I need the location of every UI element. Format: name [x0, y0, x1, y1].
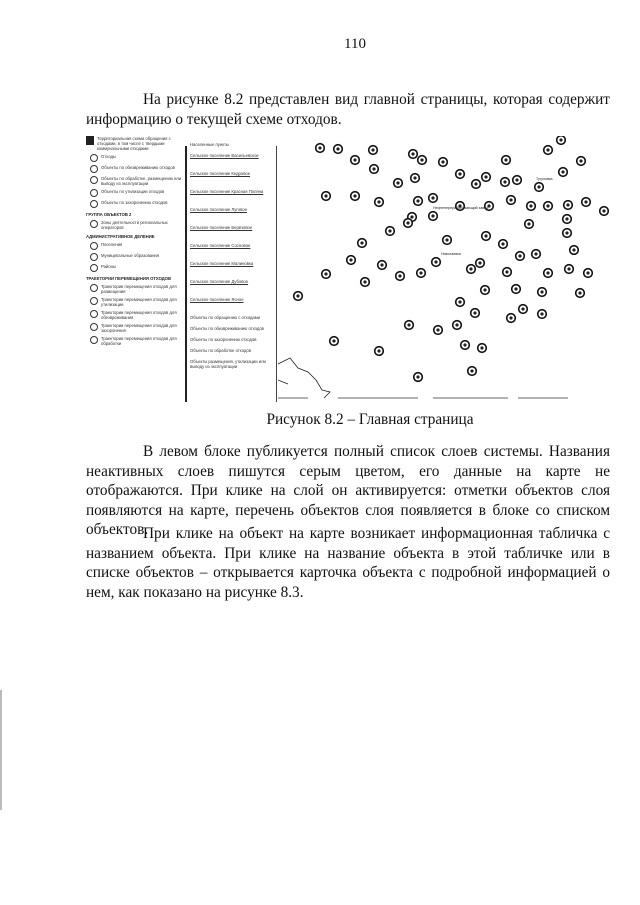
page-number: 110	[344, 36, 366, 52]
layer-item[interactable]	[90, 310, 182, 320]
map-object-marker[interactable]	[347, 256, 356, 265]
map-object-marker[interactable]	[316, 144, 325, 153]
map[interactable]	[278, 136, 622, 402]
map-object-marker[interactable]	[456, 170, 465, 179]
map-object-marker[interactable]	[409, 150, 418, 159]
layer-label: Объекты по обезвреживанию отходов	[101, 165, 175, 170]
map-object-marker[interactable]	[544, 146, 553, 155]
map-object-marker[interactable]	[461, 341, 470, 350]
map-object-marker[interactable]	[544, 269, 553, 278]
layer-item[interactable]	[90, 200, 182, 208]
divider	[276, 146, 277, 402]
layer-label: Траектории перемещения отходов для обработки	[101, 336, 177, 346]
layer-item[interactable]	[90, 189, 182, 197]
layer-item[interactable]	[90, 323, 182, 333]
layer-icon	[90, 323, 98, 331]
map-object-marker[interactable]	[405, 321, 414, 330]
map-object-marker[interactable]	[351, 156, 360, 165]
layer-label: Траектории перемещения отходов для утилизации	[101, 297, 177, 307]
objects-title: Объекты по обращению с отходами	[190, 315, 260, 320]
map-object-marker[interactable]	[443, 236, 452, 245]
map-object-marker[interactable]	[472, 180, 481, 189]
map-object-marker[interactable]	[411, 174, 420, 183]
panel-scrollbar[interactable]	[185, 146, 187, 402]
layer-icon	[90, 189, 98, 197]
layer-label: Объекты по захоронению отходов	[101, 200, 168, 205]
map-object-marker[interactable]	[375, 198, 384, 207]
panel-header	[86, 136, 182, 151]
settlement-link[interactable]: Сельское поселение Сосновое	[190, 243, 251, 248]
layer-label: Районы	[101, 264, 116, 269]
panel-title: Территориальная схема обращения с отходами, в том числе с твердыми коммунальными отходами	[97, 136, 171, 151]
map-object-marker[interactable]	[369, 146, 378, 155]
map-object-marker[interactable]	[294, 292, 303, 301]
map-object-marker[interactable]	[532, 250, 541, 259]
layer-item[interactable]	[90, 297, 182, 307]
layer-label: Зоны деятельности региональных операторов	[101, 220, 168, 230]
map-object-marker[interactable]	[396, 272, 405, 281]
intro-paragraph	[86, 90, 610, 129]
layer-icon	[90, 200, 98, 208]
layer-item[interactable]	[90, 165, 182, 173]
settlement-link[interactable]: Сельское поселение Кедровое	[190, 171, 251, 176]
map-object-marker[interactable]	[322, 192, 331, 201]
layer-icon	[90, 220, 98, 228]
object-category[interactable]: Объекты по захоронению отходов	[190, 337, 257, 342]
settlement-link[interactable]: Сельское поселение Луговое	[190, 207, 247, 212]
map-object-marker[interactable]	[378, 261, 387, 270]
map-object-marker[interactable]	[468, 367, 477, 376]
intro-text: На рисунке 8.2 представлен вид главной страницы, которая содержит информацию о текущей схеме отходов.	[86, 91, 610, 128]
map-object-marker[interactable]	[434, 326, 443, 335]
layer-icon	[90, 165, 98, 173]
settlement-link[interactable]: Сельское поселение Берёзовое	[190, 225, 253, 230]
map-object-marker[interactable]	[471, 309, 480, 318]
layer-item[interactable]	[90, 220, 182, 230]
layer-label: Объекты по обработке, размещению или выводу из эксплуатации	[101, 176, 182, 186]
object-category[interactable]: Объекты по обезвреживанию отходов	[190, 326, 264, 331]
map-object-marker[interactable]	[557, 136, 566, 144]
map-object-marker[interactable]	[584, 269, 593, 278]
map-object-marker[interactable]	[467, 265, 476, 274]
section-trajectories: ТРАЕКТОРИИ ПЕРЕМЕЩЕНИЯ ОТХОДОВ	[86, 276, 172, 281]
settlement-link[interactable]: Сельское поселение Малиновка	[190, 261, 254, 266]
figure-caption: Рисунок 8.2 – Главная страница	[266, 411, 474, 428]
map-object-marker[interactable]	[370, 165, 379, 174]
map-object-marker[interactable]	[432, 258, 441, 267]
objects-list-panel	[190, 142, 276, 375]
map-object-marker[interactable]	[394, 179, 403, 188]
map-object-marker[interactable]	[439, 158, 448, 167]
map-object-marker[interactable]	[503, 268, 512, 277]
scan-edge-mark	[0, 690, 2, 810]
map-object-marker[interactable]	[577, 157, 586, 166]
layer-item[interactable]	[90, 154, 182, 162]
map-object-marker[interactable]	[481, 286, 490, 295]
map-object-marker[interactable]	[564, 201, 573, 210]
map-object-marker[interactable]	[476, 259, 485, 268]
layer-item[interactable]	[90, 264, 182, 272]
map-object-marker[interactable]	[559, 168, 568, 177]
map-object-marker[interactable]	[361, 278, 370, 287]
map-object-marker[interactable]	[516, 252, 525, 261]
map-object-marker[interactable]	[482, 173, 491, 182]
layer-icon	[90, 297, 98, 305]
map-object-marker[interactable]	[563, 229, 572, 238]
layer-icon	[90, 336, 98, 344]
layers-panel	[86, 136, 182, 402]
map-object-marker[interactable]	[544, 202, 553, 211]
map-object-marker[interactable]	[538, 310, 547, 319]
layer-item[interactable]	[90, 176, 182, 186]
paragraph-text: В левом блоке публикуется полный список слоев системы. Названия неактивных слоев пишутся серым цветом, его данные на карте не отображаются. При клике на слой он активируется: отметки объектов слоя появляются на карте, перечень объектов слоя появляется в блоке со списком объектов.	[86, 443, 610, 538]
settlement-link[interactable]: Сельское поселение Красная Поляна	[190, 189, 264, 194]
layer-label: Муниципальные образования	[101, 253, 160, 258]
object-category[interactable]: Объекты размещения, утилизации или выводу из эксплуатации	[190, 359, 266, 369]
map-object-marker[interactable]	[507, 196, 516, 205]
layer-icon	[90, 242, 98, 250]
layer-label: Отходы	[101, 154, 116, 159]
layer-icon	[90, 154, 98, 162]
map-object-marker[interactable]	[351, 192, 360, 201]
map-object-marker[interactable]	[358, 239, 367, 248]
figure-main-page-screenshot	[86, 136, 622, 402]
map-object-marker[interactable]	[417, 269, 426, 278]
layer-item[interactable]	[90, 284, 182, 294]
map-object-marker[interactable]	[453, 321, 462, 330]
settlement-link[interactable]: Сельское поселение Васильевское	[190, 153, 259, 158]
layer-label: Поселения	[101, 242, 123, 247]
layer-icon	[90, 310, 98, 318]
map-object-marker[interactable]	[482, 232, 491, 241]
map-object-marker[interactable]	[570, 246, 579, 255]
layer-icon	[90, 264, 98, 272]
layer-label: Траектории перемещения отходов для обезвреживания	[101, 310, 177, 320]
map-object-marker[interactable]	[527, 202, 536, 211]
map-object-marker[interactable]	[519, 305, 528, 314]
map-object-marker[interactable]	[386, 227, 395, 236]
map-object-marker[interactable]	[563, 215, 572, 224]
map-object-marker[interactable]	[375, 347, 384, 356]
paragraph	[86, 524, 610, 602]
map-object-marker[interactable]	[499, 240, 508, 249]
map-object-marker[interactable]	[507, 314, 516, 323]
map-object-marker[interactable]	[512, 285, 521, 294]
layer-label: Объекты по утилизации отходов	[101, 189, 165, 194]
map-object-marker[interactable]	[414, 197, 423, 206]
map-object-marker[interactable]	[535, 183, 544, 192]
map-object-marker[interactable]	[478, 344, 487, 353]
map-object-marker[interactable]	[525, 220, 534, 229]
map-object-marker[interactable]	[418, 156, 427, 165]
map-object-marker[interactable]	[330, 337, 339, 346]
layer-label: Траектории перемещения отходов для захоронения	[101, 323, 177, 333]
settlement-link[interactable]: Сельское поселение Ясное	[190, 297, 244, 302]
layer-icon	[90, 253, 98, 261]
map-object-marker[interactable]	[414, 373, 423, 382]
map-object-marker[interactable]	[404, 219, 413, 228]
object-category[interactable]: Объекты по обработке отходов	[190, 348, 251, 353]
map-place-label: Тугуловка	[536, 177, 553, 181]
layer-item[interactable]	[90, 242, 182, 250]
paragraph-text: При клике на объект на карте возникает информационная табличка с названием объекта. При клике на название объекта в этой табличке или в списке объектов – открывается карточка объекта с подробной информацией о нем, как показано на рисунке 8.3.	[86, 525, 610, 601]
map-object-marker[interactable]	[513, 176, 522, 185]
layer-item[interactable]	[90, 253, 182, 261]
map-object-marker[interactable]	[565, 265, 574, 274]
map-object-marker[interactable]	[582, 198, 591, 207]
map-object-marker[interactable]	[429, 212, 438, 221]
map-object-marker[interactable]	[322, 270, 331, 279]
coastline	[278, 358, 330, 398]
map-place-label: Нефтеперерабатывающий завод	[433, 206, 489, 210]
map-object-marker[interactable]	[501, 178, 510, 187]
layer-item[interactable]	[90, 336, 182, 346]
section-admin: АДМИНИСТРАТИВНОЕ ДЕЛЕНИЕ	[86, 234, 155, 239]
map-object-marker[interactable]	[576, 289, 585, 298]
layer-icon	[90, 284, 98, 292]
map-place-label: Николаевка	[441, 252, 461, 256]
map-object-marker[interactable]	[334, 145, 343, 154]
layer-label: Траектории перемещения отходов для размещения	[101, 284, 177, 294]
logo-icon	[86, 136, 94, 145]
map-object-marker[interactable]	[429, 194, 438, 203]
settlement-link[interactable]: Сельское поселение Дубовое	[190, 279, 249, 284]
layer-icon	[90, 176, 98, 184]
map-object-marker[interactable]	[600, 207, 609, 216]
map-object-marker[interactable]	[456, 298, 465, 307]
map-object-marker[interactable]	[538, 288, 547, 297]
section-group: ГРУППА ОБЪЕКТОВ 2	[86, 212, 132, 217]
list-title: Населенные пункты	[190, 142, 230, 147]
map-object-marker[interactable]	[502, 156, 511, 165]
